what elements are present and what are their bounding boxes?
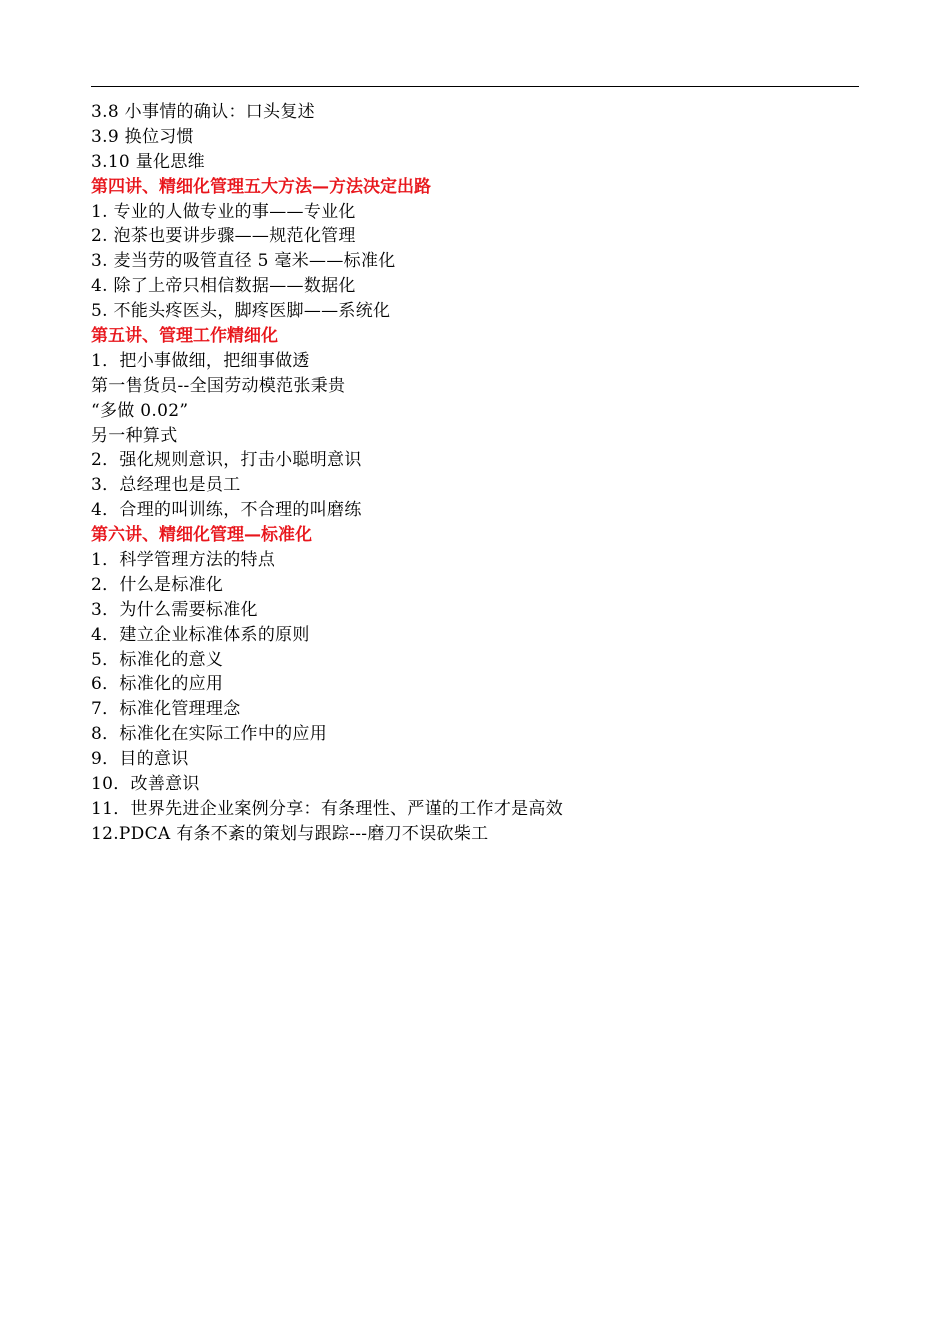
section-heading-6: 第六讲、精细化管理—标准化 [91, 525, 312, 546]
list-item: 12.PDCA 有条不紊的策划与跟踪---磨刀不误砍柴工 [91, 823, 489, 844]
list-item-3-8: 3.8 小事情的确认：口头复述 [91, 102, 315, 122]
list-item: 1. 专业的人做专业的事——专业化 [91, 201, 356, 222]
list-item: 1．科学管理方法的特点 [91, 550, 276, 571]
list-item: 3．为什么需要标准化 [91, 599, 258, 620]
list-item: 4．合理的叫训练，不合理的叫磨练 [91, 500, 362, 521]
list-item: 7．标准化管理理念 [91, 699, 241, 720]
list-item: 2．强化规则意识，打击小聪明意识 [91, 450, 362, 471]
list-item: 8．标准化在实际工作中的应用 [91, 724, 328, 745]
list-item: 3. 麦当劳的吸管直径 5 毫米——标准化 [91, 251, 396, 272]
list-item-3-9: 3.9 换位习惯 [91, 126, 194, 147]
document-body [91, 100, 859, 847]
list-item: 11．世界先进企业案例分享：有条理性、严谨的工作才是高效 [91, 798, 564, 819]
list-item: 10．改善意识 [91, 774, 200, 795]
list-item: 5．标准化的意义 [91, 649, 224, 670]
list-item: 6．标准化的应用 [91, 674, 224, 695]
list-item: 另一种算式 [91, 425, 178, 446]
list-item: 2．什么是标准化 [91, 574, 224, 595]
list-item: 4．建立企业标准体系的原则 [91, 624, 310, 645]
list-item: 9．目的意识 [91, 749, 189, 770]
list-item: “多做 0.02” [91, 400, 189, 421]
list-item: 1．把小事做细，把细事做透 [91, 350, 310, 371]
list-item: 第一售货员--全国劳动模范张秉贵 [91, 375, 346, 396]
list-item: 3．总经理也是员工 [91, 475, 241, 496]
section-heading-4: 第四讲、精细化管理五大方法—方法决定出路 [91, 176, 431, 197]
list-item-3-10: 3.10 量化思维 [91, 151, 205, 172]
list-item: 4. 除了上帝只相信数据——数据化 [91, 276, 356, 297]
list-item: 5. 不能头疼医头，脚疼医脚——系统化 [91, 301, 391, 322]
list-item: 2. 泡茶也要讲步骤——规范化管理 [91, 226, 356, 247]
header-rule [91, 86, 859, 87]
section-heading-5: 第五讲、管理工作精细化 [91, 326, 278, 347]
